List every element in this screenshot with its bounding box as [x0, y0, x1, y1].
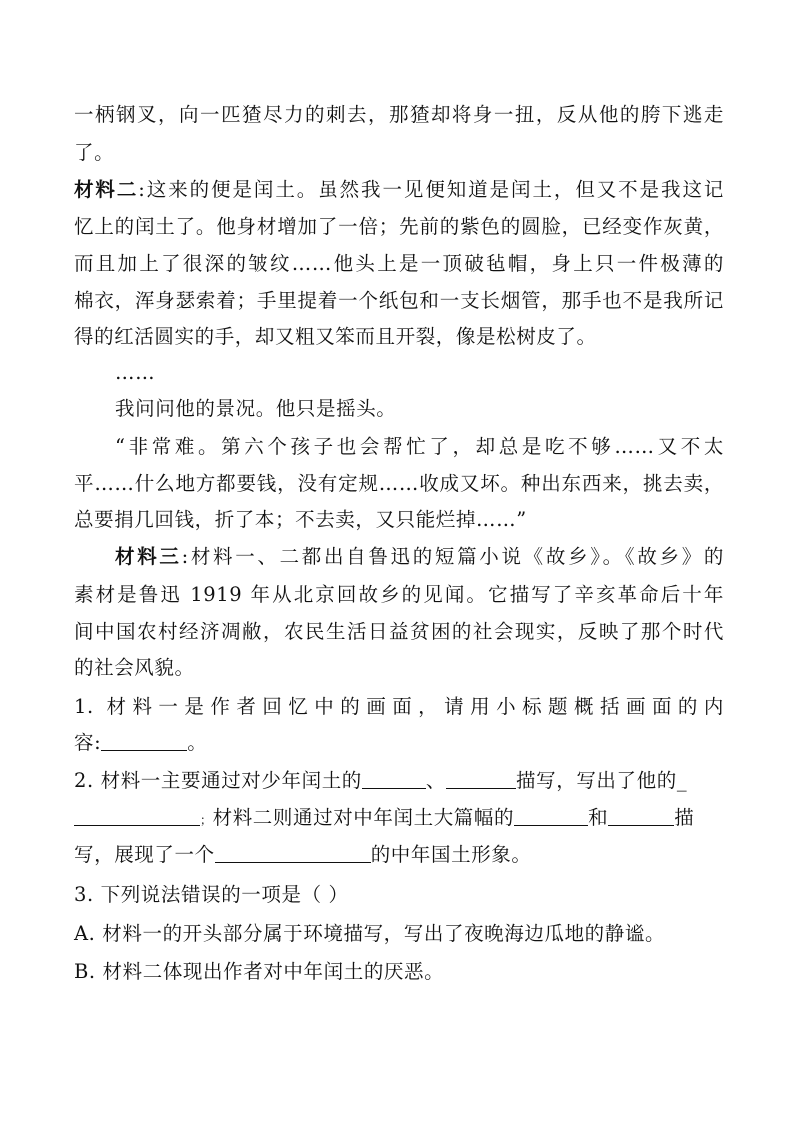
material-2-text-1: 这来的便是闰土。虽然我一见便知道是闰土，但又不是我这记: [145, 178, 724, 201]
material-1-continued-line-2: 了。: [74, 141, 115, 164]
material-2-quote-line-3: 总要捐几回钱，折了本；不去卖，又只能烂掉……”: [74, 508, 527, 531]
material-2-line-5: 得的红活圆实的手，却又粗又笨而且开裂，像是松树皮了。: [74, 325, 597, 348]
material-3-first-line: [115, 542, 724, 572]
question-3-option-b[interactable]: B. 材料二体现出作者对中年闰土的厌恶。: [74, 960, 445, 983]
question-2-blank-5[interactable]: [608, 803, 674, 826]
question-2-text-a: 2. 材料一主要通过对少年闰土的: [74, 769, 362, 792]
question-2-text-b: 、: [425, 769, 447, 792]
question-2-text-e: 材料二则通过对中年闰土大篇幅的: [212, 806, 515, 829]
question-2-text-d: ；: [200, 813, 213, 827]
question-3-stem: 3. 下列说法错误的一项是（ ）: [74, 883, 349, 906]
material-2-label: 材料二: [74, 178, 139, 201]
material-2-line-3: 而且加上了很深的皱纹……他头上是一顶破毡帽，身上只一件极薄的: [74, 252, 724, 275]
material-3-line-2: 素材是鲁迅 1919 年从北京回故乡的见闻。它描写了辛亥革命后十年: [74, 583, 724, 606]
material-2-colon: :: [138, 178, 146, 201]
material-3-line-4: 的社会风貌。: [74, 656, 195, 679]
question-2-line-2: [74, 803, 724, 833]
question-1-line-2: [74, 728, 724, 758]
question-2-line-3: [74, 840, 724, 870]
material-2-first-line: [74, 175, 724, 205]
question-2-text-c: 描写，写出了他的: [516, 769, 677, 792]
material-2-quote-line-2: 平……什么地方都要钱，没有定规……收成又坏。种出东西来，挑去卖，: [74, 472, 724, 495]
material-2-ellipsis: ……: [115, 361, 156, 384]
material-3-line-3: 间中国农村经济凋敝，农民生活日益贫困的社会现实，反映了那个时代: [74, 620, 724, 643]
question-2-blank-2[interactable]: [446, 766, 516, 789]
question-2-blank-3[interactable]: [74, 803, 200, 826]
question-2-text-i: 的中年国土形象。: [370, 843, 532, 866]
question-2-text-g: 描: [674, 806, 695, 829]
question-1-suffix: 。: [187, 731, 208, 754]
material-2-quote-line-1: “非常难。第六个孩子也会帮忙了，却总是吃不够……又不太: [115, 435, 724, 458]
question-1-answer-blank[interactable]: [101, 728, 187, 751]
material-3-colon: :: [181, 545, 189, 568]
question-2-text-h: 写，展现了一个: [74, 843, 215, 866]
material-2-line-2: 忆上的闰土了。他身材增加了一倍；先前的紫色的圆脸，已经变作灰黄，: [74, 215, 724, 238]
material-2-line-4: 棉衣，浑身瑟索着；手里提着一个纸包和一支长烟管，那手也不是我所记: [74, 289, 724, 312]
question-2-tail-mark: _: [676, 769, 688, 792]
question-2-text-f: 和: [588, 806, 609, 829]
question-1-line-1: 1. 材料一是作者回忆中的画面，请用小标题概括画面的内: [74, 695, 724, 718]
question-2-blank-1[interactable]: [362, 766, 426, 789]
material-1-continued-line-1: 一柄钢叉，向一匹猹尽力的刺去，那猹却将身一扭，反从他的胯下逃走: [74, 103, 724, 126]
material-3-label: 材料三: [115, 545, 182, 568]
question-1-prefix: 容:: [74, 731, 102, 754]
question-2-blank-6[interactable]: [215, 840, 371, 863]
material-3-text-1: 材料一、二都出自鲁迅的短篇小说《故乡》。《故乡》的: [188, 545, 724, 568]
question-2-blank-4[interactable]: [514, 803, 588, 826]
question-2-line-1: [74, 766, 724, 796]
material-2-paragraph-2: 我问问他的景况。他只是摇头。: [115, 397, 397, 420]
question-3-option-a[interactable]: A. 材料一的开头部分属于环境描写，写出了夜晚海边瓜地的静谧。: [74, 922, 666, 945]
